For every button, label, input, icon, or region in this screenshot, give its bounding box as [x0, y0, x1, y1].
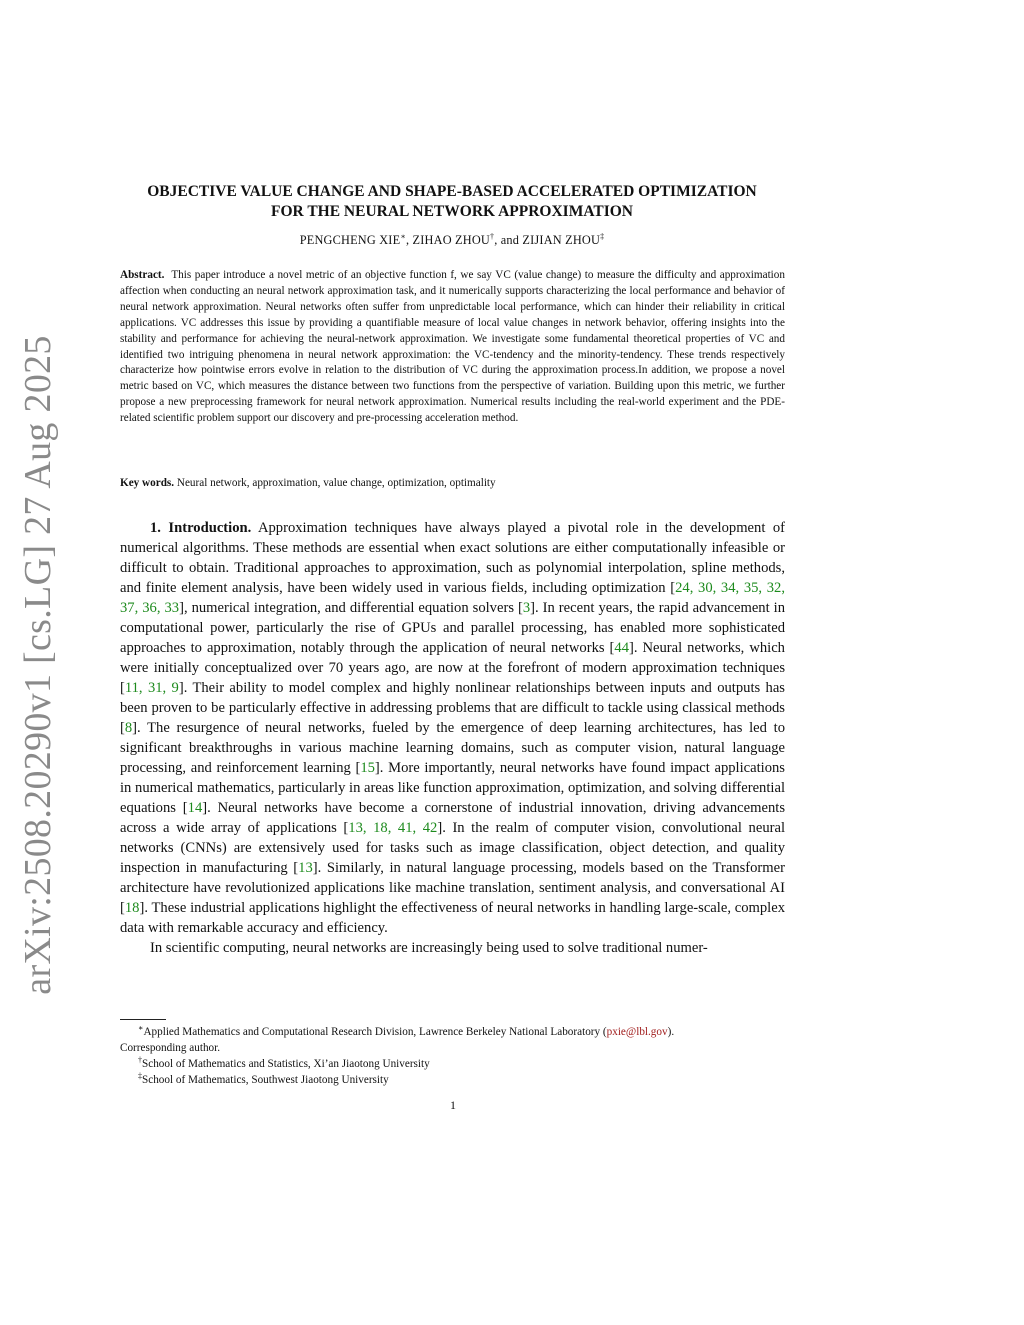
author-separator-2: , and [494, 233, 523, 247]
intro-text-7: ]. More importantly, neural networks have found impact applications in numerical mathematics, particularly in areas like function approximation, optimization, and solving differential equations [ [120, 760, 785, 816]
intro-text-1: Approximation techniques have always played a pivotal role in the development of numerical algorithms. These methods are essential when exact solutions are either computationally infeasible or difficult to obtain. Traditional approaches to approximation, such as polynomial interpolation, spline methods, and finite element analysis, have been widely used in various fields, including optimization [ [120, 520, 786, 596]
author-2: ZIHAO ZHOU [412, 233, 491, 247]
footnote-2-text: School of Mathematics and Statistics, Xi’an Jiaotong University [142, 1057, 430, 1070]
citation-link[interactable]: 14 [187, 800, 203, 816]
citation-link[interactable]: 8 [124, 720, 133, 736]
email-link[interactable]: pxie@lbl.gov [606, 1026, 668, 1038]
citation-link[interactable]: 15 [360, 760, 375, 776]
section-number: 1. [150, 520, 161, 536]
intro-text-8: ]. Neural networks have become a cornerstone of industrial innovation, driving advancements across a wide array of applications [ [120, 800, 785, 836]
author-3-footnote-mark[interactable]: ‡ [600, 231, 605, 241]
keywords-text: Neural network, approximation, value change, optimization, optimality [176, 477, 496, 489]
footnote-3-text: School of Mathematics, Southwest Jiaotong University [142, 1073, 389, 1086]
footnote-1 [120, 1025, 785, 1041]
author-list [110, 233, 794, 247]
footnotes [120, 1025, 785, 1089]
citation-link[interactable]: 3 [522, 600, 531, 616]
citation-link[interactable]: 18 [124, 900, 140, 916]
paper-title [110, 182, 794, 222]
page-number: 1 [450, 1098, 456, 1112]
keywords [120, 476, 785, 492]
citation-link[interactable]: 24, 30, 34, 35, 32, 37, 36, 33 [120, 580, 785, 616]
arxiv-identifier-stamp [8, 335, 68, 995]
intro-text-11: ]. These industrial applications highlight the effectiveness of neural networks in handling large-scale, complex data with remarkable accuracy and efficiency. [120, 900, 785, 936]
citation-link[interactable]: 11, 31, 9 [124, 680, 179, 696]
footnote-1-text: Applied Mathematics and Computational Research Division, Lawrence Berkeley National Laboratory ( [143, 1026, 607, 1038]
author-1-footnote-mark[interactable]: ∗ [400, 231, 406, 241]
keywords-label: Key words. [120, 477, 175, 489]
abstract-text: This paper introduce a novel metric of an objective function f, we say VC (value change) to measure the difficulty and approximation affection when conducting an neural network approximation task, and it numerically supports characterizing the local performance and behavior of neural network approximation. Neural networks often suffer from unpredictable local performance, which can hinder their reliability in critical applications. VC addresses this issue by providing a quantifiable measure of local value changes in network behavior, offering insights into the stability and performance for achieving the neural-network approximation. We investigate some fundamental theoretical properties of VC and identified two intriguing phenomena in neural network approximation: the VC-tendency and the minority-tendency. These trends respectively characterize how pointwise errors evolve in relation to the distribution of VC during the approximation process.In addition, we propose a novel metric based on VC, which measures the distance between two functions from the perspective of variation. Building upon this metric, we further propose a new preprocessing framework for neural network approximation. Numerical results including the real-world experiment and the PDE-related scientific problem support our discovery and pre-processing acceleration method. [120, 269, 785, 425]
intro-text-2: ], numerical integration, and differential equation solvers [ [179, 600, 523, 616]
footnote-1-end: ). [667, 1026, 675, 1038]
author-2-footnote-mark[interactable]: † [490, 231, 495, 241]
citation-link[interactable]: 44 [614, 640, 629, 656]
introduction-section [120, 518, 785, 958]
footnote-3-mark: ‡ [138, 1070, 142, 1080]
intro-text-9: ]. In the realm of computer vision, convolutional neural networks (CNNs) are extensively used for tasks such as image classification, object detection, and quality inspection in manufacturing [ [120, 820, 786, 876]
arxiv-identifier-text: arXiv:2508.20290v1 [cs.LG] 27 Aug 2025 [17, 335, 59, 995]
intro-text-5: ]. Their ability to model complex and highly nonlinear relationships between inputs and outputs has been proven to be particularly effective in addressing problems that are difficult to tackle using classical methods [ [120, 680, 785, 736]
title-line-1: OBJECTIVE VALUE CHANGE AND SHAPE-BASED ACCELERATED OPTIMIZATION [147, 183, 757, 200]
footnote-1-continuation: Corresponding author. [120, 1041, 221, 1054]
intro-text-10: ]. Similarly, in natural language processing, models based on the Transformer architecture have revolutionized applications like machine translation, sentiment analysis, and conversational AI [ [120, 860, 785, 916]
intro-text-3: ]. In recent years, the rapid advancement in computational power, particularly the rise of GPUs and parallel processing, has enabled more sophisticated approaches to approximation, notably through the application of neural networks [ [120, 600, 786, 656]
intro-paragraph-2: In scientific computing, neural networks are increasingly being used to solve traditional numer- [150, 940, 708, 956]
citation-link[interactable]: 13 [298, 860, 313, 876]
abstract [120, 268, 785, 427]
intro-text-4: ]. Neural networks, which were initially conceptualized over 70 years ago, are now at the forefront of modern approximation techniques [ [120, 640, 785, 696]
author-1: PENGCHENG XIE [299, 233, 401, 247]
footnote-divider [120, 1019, 166, 1020]
citation-link[interactable]: 13, 18, 41, 42 [348, 820, 438, 836]
intro-text-6: ]. The resurgence of neural networks, fueled by the emergence of deep learning architectures, has led to significant breakthroughs in various machine learning domains, such as computer vision, natural language processing, and reinforcement learning [ [120, 720, 785, 776]
author-separator-1: , [405, 233, 413, 247]
title-line-2: FOR THE NEURAL NETWORK APPROXIMATION [271, 203, 633, 220]
footnote-3 [120, 1070, 785, 1089]
footnote-2 [120, 1057, 785, 1073]
footnote-1-mark: ∗ [138, 1023, 144, 1033]
section-title: Introduction. [168, 520, 252, 536]
abstract-label: Abstract. [120, 269, 165, 281]
intro-paragraph-1 [120, 518, 785, 938]
footnote-2-mark: † [138, 1055, 142, 1065]
author-3: ZIJIAN ZHOU [522, 233, 601, 247]
